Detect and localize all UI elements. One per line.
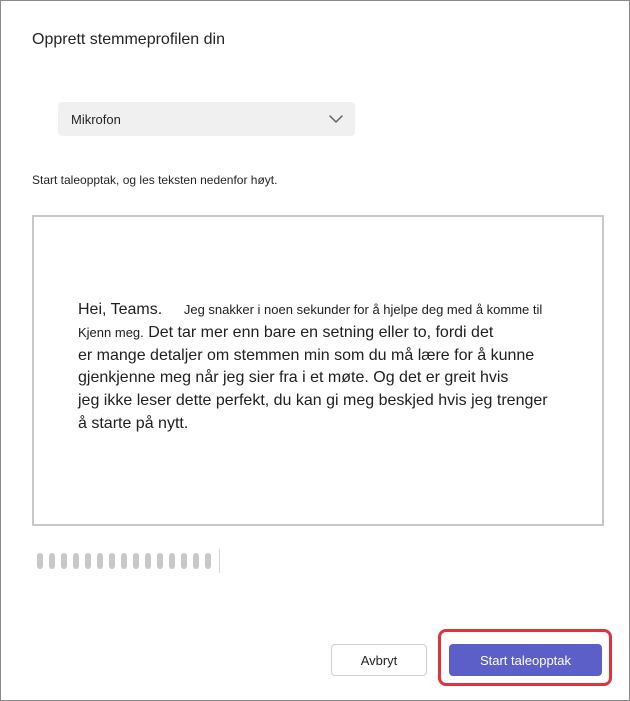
dialog-title: Opprett stemmeprofilen din (32, 31, 225, 48)
cancel-button[interactable]: Avbryt (331, 644, 427, 676)
reading-text-segment: Kjenn meg. (78, 324, 144, 340)
audio-level-bar (85, 553, 91, 569)
audio-level-bar (49, 553, 55, 569)
reading-text-line (78, 345, 618, 368)
audio-level-bar (169, 553, 175, 569)
reading-text-segment: Jeg snakker i noen sekunder for å hjelpe deg med å komme til (162, 302, 543, 317)
reading-text-line (78, 322, 618, 345)
audio-level-bar (37, 553, 43, 569)
audio-level-bar (97, 553, 103, 569)
reading-text-box (32, 215, 604, 526)
microphone-select-value: Mikrofon (71, 111, 121, 127)
audio-level-bar (157, 553, 163, 569)
reading-text-segment: Hei, Teams. (78, 301, 163, 318)
microphone-select[interactable] (58, 102, 355, 136)
reading-text-segment: Det tar mer enn bare en setning eller to, fordi det (143, 323, 494, 341)
audio-level-bar (61, 553, 67, 569)
reading-text (78, 299, 618, 436)
chevron-down-icon (329, 114, 343, 124)
audio-level-bar (205, 553, 211, 569)
audio-level-bar (73, 553, 79, 569)
reading-text-line (78, 367, 618, 390)
audio-level-meter (37, 549, 220, 573)
audio-level-bar (193, 553, 199, 569)
reading-text-segment: å starte på nytt. (78, 414, 189, 432)
reading-text-segment: er mange detaljer om stemmen min som du må lære for å kunne (78, 346, 535, 364)
reading-text-segment: jeg ikke leser dette perfekt, du kan gi meg beskjed hvis jeg trenger (78, 392, 548, 410)
audio-level-bar (181, 553, 187, 569)
reading-text-line (78, 390, 618, 413)
reading-text-line (78, 413, 618, 436)
audio-level-bar (121, 553, 127, 569)
reading-text-segment: gjenkjenne meg når jeg sier fra i et møte. Og det er greit hvis (78, 369, 509, 387)
audio-level-bar (109, 553, 115, 569)
audio-level-divider (219, 549, 220, 573)
reading-text-line (78, 299, 618, 322)
audio-level-bar (133, 553, 139, 569)
audio-level-bar (145, 553, 151, 569)
start-recording-button[interactable]: Start taleopptak (449, 644, 602, 676)
recording-instruction: Start taleopptak, og les teksten nedenfor høyt. (32, 173, 278, 187)
